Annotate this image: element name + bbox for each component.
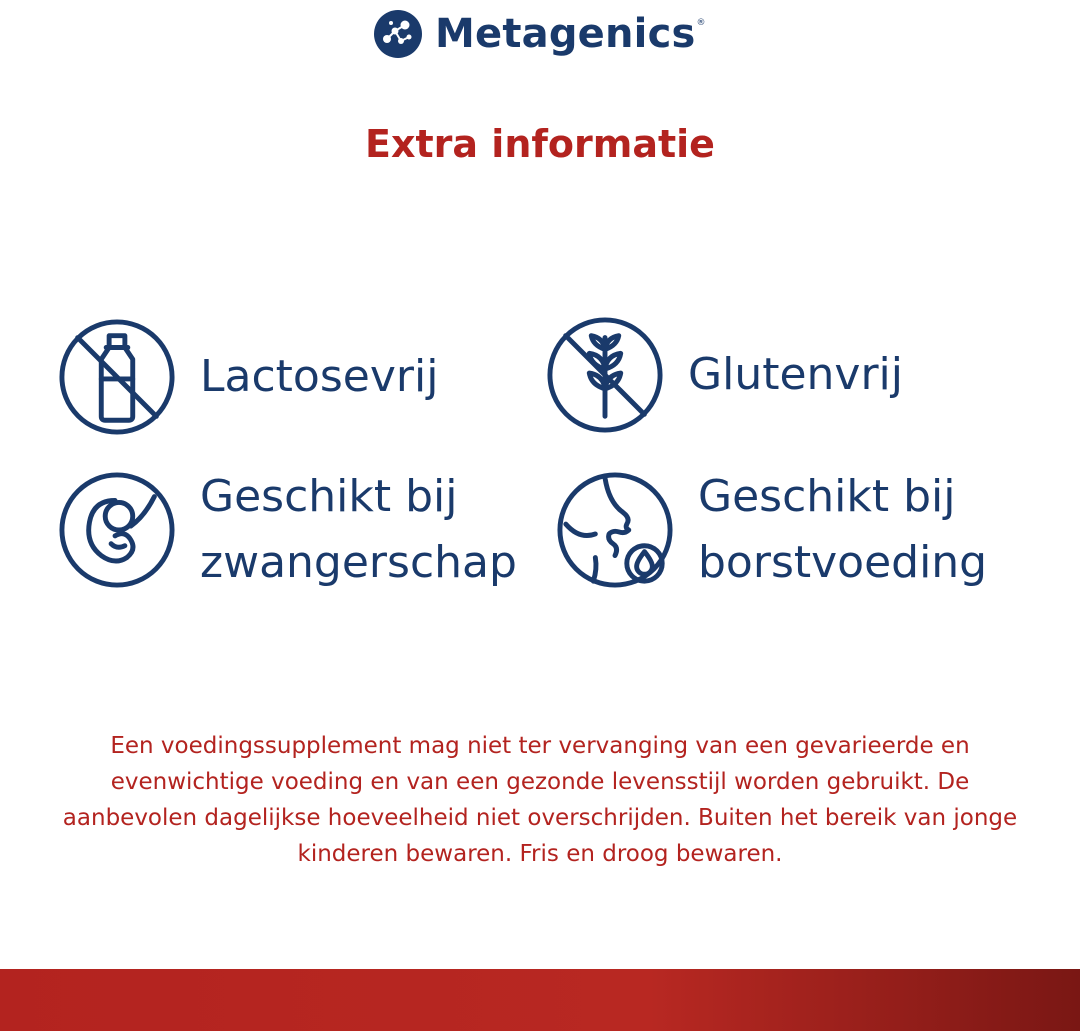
fetus-icon	[58, 471, 176, 589]
disclaimer-text: Een voedingssupplement mag niet ter vervanging van een gevarieerde en evenwichtige voeding en van een gezonde levensstijl worden gebruikt. De aanbevolen dagelijkse hoeveelheid niet overschrijden. Buiten het bereik van jonge kinderen bewaren. Fris en droog bewaren.	[62, 733, 1018, 867]
feature-gluten-free	[546, 316, 903, 434]
footer-bar	[0, 969, 1080, 1031]
feature-lactose-free	[58, 318, 438, 436]
feature-label: Geschikt bij zwangerschap	[200, 471, 517, 588]
crossed-out-milk-bottle-icon	[58, 318, 176, 436]
registered-mark: ®	[696, 18, 706, 28]
crossed-out-wheat-icon	[546, 316, 664, 434]
brand-logo	[373, 6, 706, 62]
molecule-logo-icon	[373, 9, 423, 59]
breastfeeding-drop-icon	[556, 471, 674, 589]
feature-breastfeeding-suitable	[556, 464, 987, 596]
page-title: Extra informatie	[365, 122, 715, 166]
feature-label: Glutenvrij	[688, 349, 903, 400]
feature-label: Lactosevrij	[200, 351, 439, 402]
feature-pregnancy-suitable	[58, 464, 517, 596]
brand-name: Metagenics	[435, 11, 696, 57]
feature-label: Geschikt bij borstvoeding	[698, 471, 988, 588]
